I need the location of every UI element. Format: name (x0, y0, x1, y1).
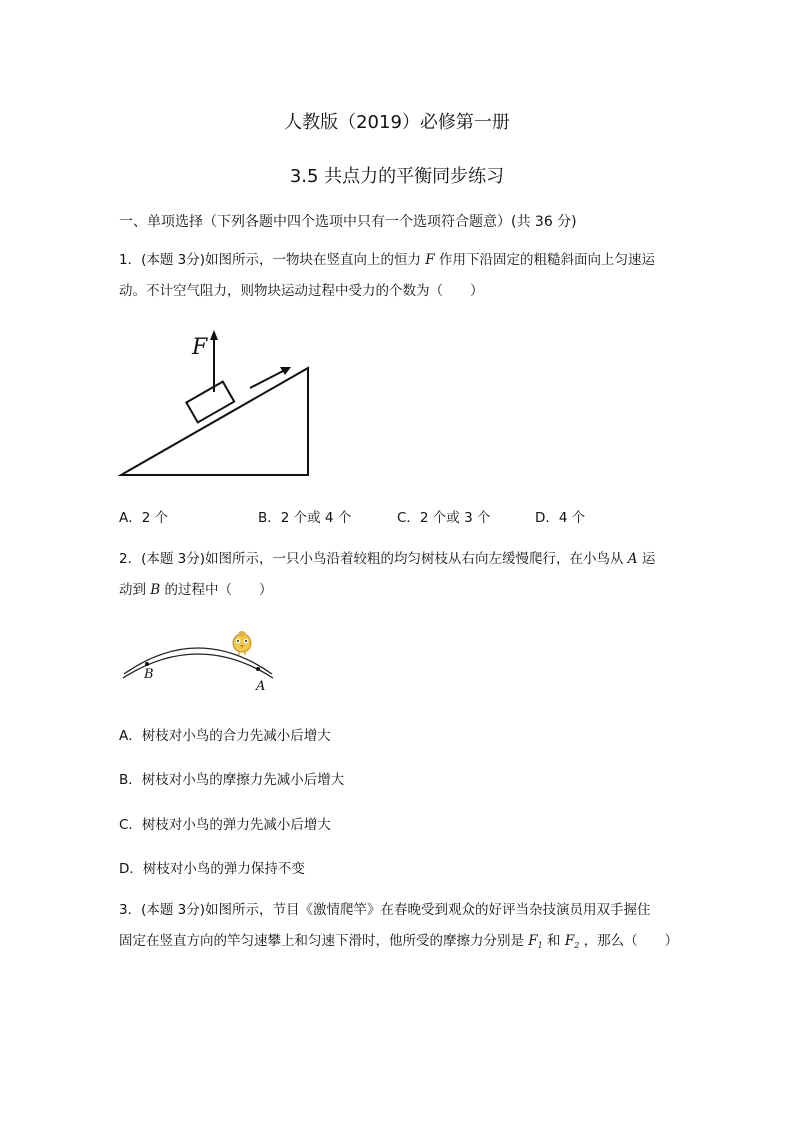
q1-text-part: 1．(本题 3分)如图所示，一物块在竖直向上的恒力 (119, 252, 426, 268)
q2-option-c[interactable]: C．树枝对小鸟的弹力先减小后增大 (119, 817, 331, 833)
question-2 (119, 544, 655, 606)
q2-var-a: A (627, 551, 638, 567)
q3-var-f2: F (564, 933, 575, 949)
bird-icon (233, 631, 251, 655)
q2-branch-figure (118, 628, 278, 694)
q1-option-d[interactable]: D．4 个 (535, 510, 586, 526)
q1-var-f: F (425, 252, 435, 268)
page-subtitle: 3.5 共点力的平衡同步练习 (289, 166, 505, 187)
q1-option-a[interactable]: A．2 个 (119, 510, 169, 526)
q2-var-b: B (150, 582, 161, 598)
page-title: 人教版（2019）必修第一册 (284, 112, 510, 133)
question-1 (119, 245, 655, 307)
q3-text-part: 和 (542, 933, 565, 949)
q3-text-part: ，那么（ ） (579, 933, 679, 949)
q2-option-b[interactable]: B．树枝对小鸟的摩擦力先减小后增大 (119, 772, 345, 788)
q1-option-b[interactable]: B．2 个或 4 个 (258, 510, 352, 526)
q1-incline-figure (118, 330, 318, 480)
q2-text-part: 的过程中（ ） (160, 582, 273, 598)
label-b: B (144, 667, 154, 682)
q1-text-line2: 动。不计空气阻力，则物块运动过程中受力的个数为（ ） (119, 283, 484, 299)
q1-option-c[interactable]: C．2 个或 3 个 (397, 510, 491, 526)
q3-text-part: 固定在竖直方向的竿匀速攀上和匀速下滑时，他所受的摩擦力分别是 (119, 933, 529, 949)
q3-sub-1: 1 (537, 941, 543, 950)
point-a-marker (256, 667, 260, 671)
force-arrowhead (210, 330, 218, 340)
point-b-marker (145, 662, 149, 666)
q3-text-line1: 3．(本题 3分)如图所示，节目《激情爬竿》在春晚受到观众的好评当杂技演员用双手握住 (119, 902, 651, 918)
q2-text-part: 动到 (119, 582, 151, 598)
q3-var-f1: F (528, 933, 538, 949)
block (186, 382, 234, 423)
q2-text-part: 运 (637, 551, 656, 567)
q2-option-a[interactable]: A．树枝对小鸟的合力先减小后增大 (119, 728, 331, 744)
q2-option-d[interactable]: D．树枝对小鸟的弹力保持不变 (119, 861, 305, 877)
force-label: F (192, 335, 208, 360)
label-a: A (256, 679, 266, 694)
q1-text-part: 作用下沿固定的粗糙斜面向上匀速运 (434, 252, 655, 268)
section-heading: 一、单项选择（下列各题中四个选项中只有一个选项符合题意）(共 36 分) (119, 214, 577, 230)
q3-sub-2: 2 (574, 941, 580, 950)
question-3 (119, 895, 678, 961)
q2-text-part: 2．(本题 3分)如图所示，一只小鸟沿着较粗的均匀树枝从右向左缓慢爬行，在小鸟从 (119, 551, 628, 567)
